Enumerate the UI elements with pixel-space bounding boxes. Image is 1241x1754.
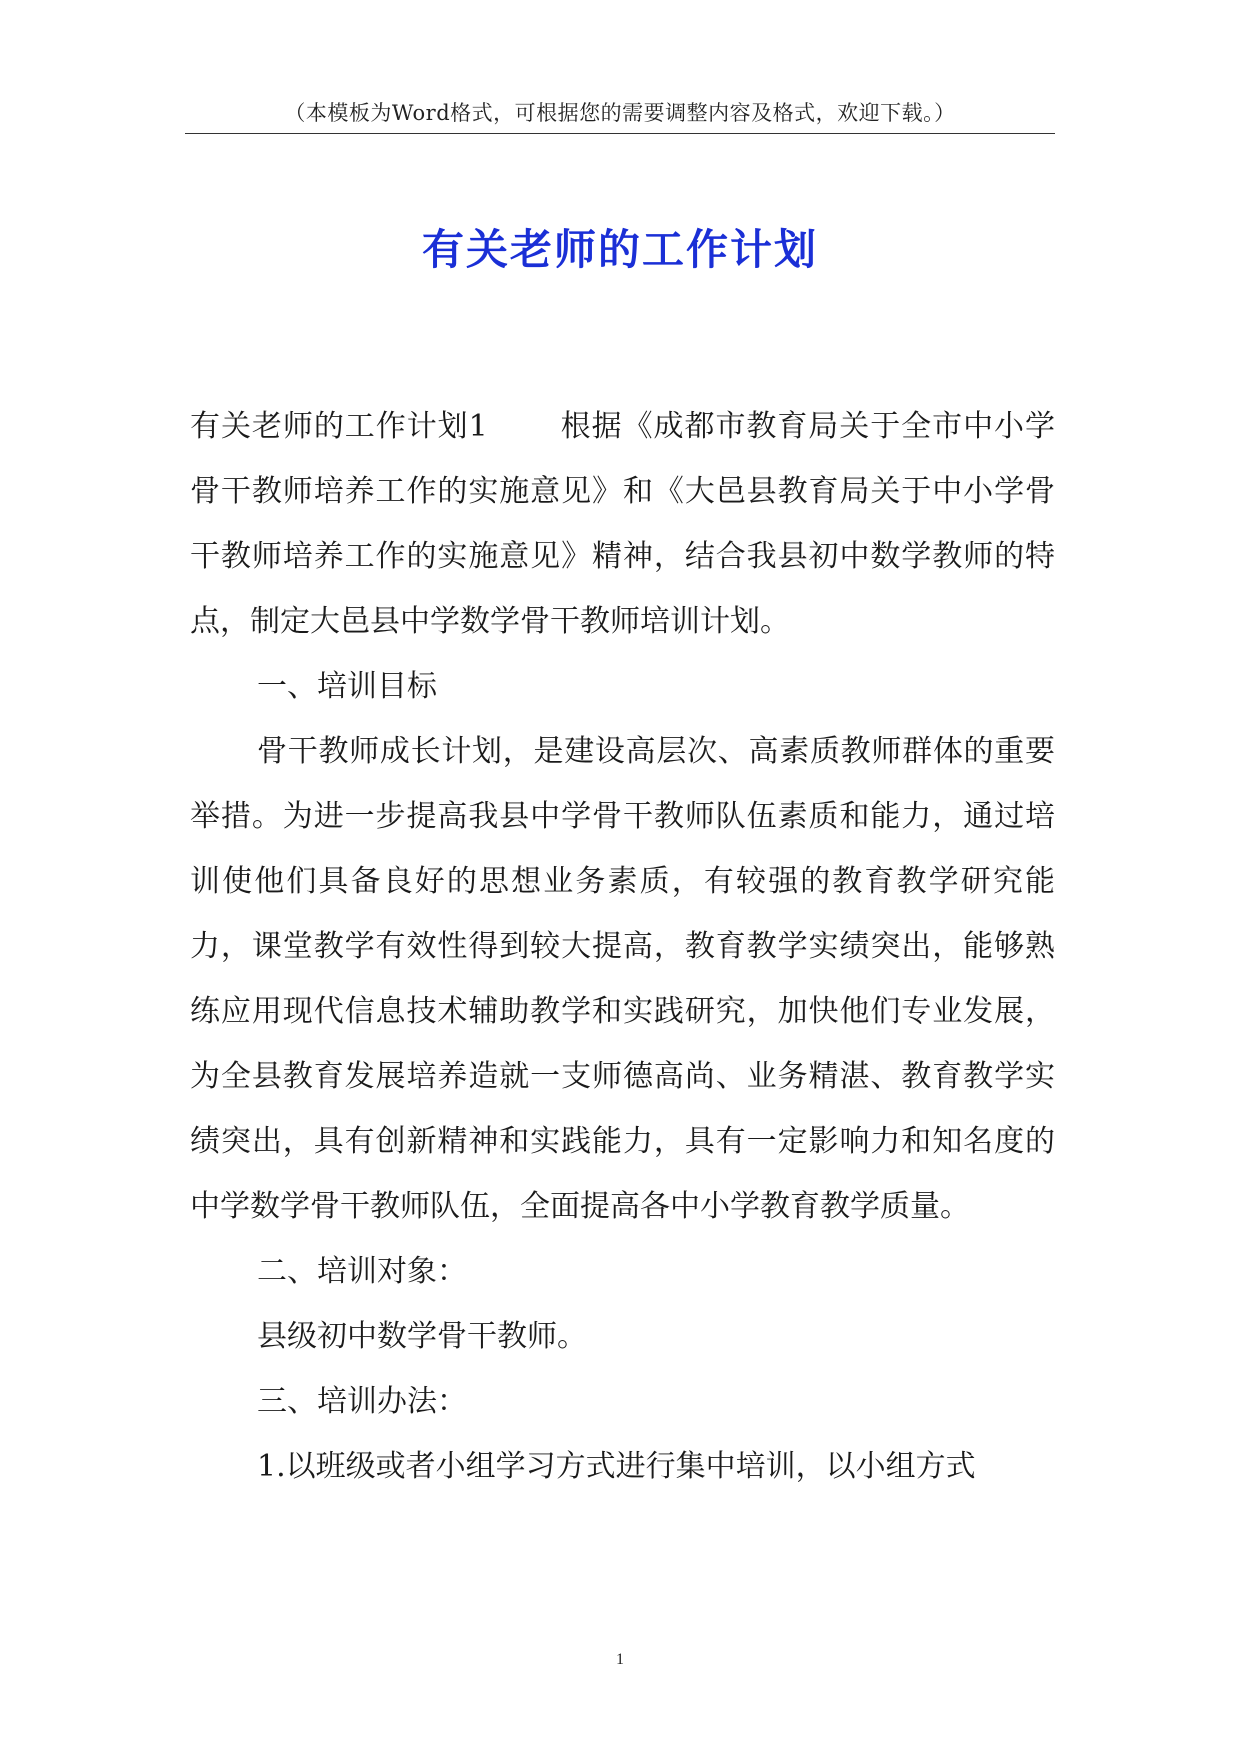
section-heading-target: 二、培训对象：	[257, 1254, 467, 1289]
paragraph-text: 根据《成都市教育局关于全市中小学骨干教师培养工作的实施意见》和《大邑县教育局关于中小学骨干教师培养工作的实施意见》精神，结合我县初中数学教师的特点，制定大邑县中学数学骨干教师培训计划。	[190, 409, 1056, 639]
paragraph-target: 县级初中数学骨干教师。	[257, 1319, 587, 1354]
paragraph-method-1: 1.以班级或者小组学习方式进行集中培训，以小组方式	[257, 1449, 976, 1484]
document-title: 有关老师的工作计划	[421, 225, 818, 274]
header-note: （本模板为Word格式，可根据您的需要调整内容及格式，欢迎下载。）	[284, 101, 956, 125]
section-heading-goals: 一、培训目标	[257, 669, 437, 704]
page-number: 1	[616, 1651, 624, 1668]
section-heading-method: 三、培训办法：	[257, 1384, 467, 1419]
paragraph-intro	[190, 394, 1055, 654]
paragraph-goals: 骨干教师成长计划，是建设高层次、高素质教师群体的重要举措。为进一步提高我县中学骨干教师队伍素质和能力，通过培训使他们具备良好的思想业务素质，有较强的教育教学研究能力，课堂教学有效性得到较大提高，教育教学实绩突出，能够熟练应用现代信息技术辅助教学和实践研究，加快他们专业发展，为全县教育发展培养造就一支师德高尚、业务精湛、教育教学实绩突出，具有创新精神和实践能力，具有一定影响力和知名度的中学数学骨干教师队伍，全面提高各中小学教育教学质量。	[190, 734, 1055, 1224]
header-divider	[185, 133, 1055, 134]
document-body	[190, 394, 1055, 1499]
section-heading-1: 有关老师的工作计划1	[190, 409, 488, 444]
